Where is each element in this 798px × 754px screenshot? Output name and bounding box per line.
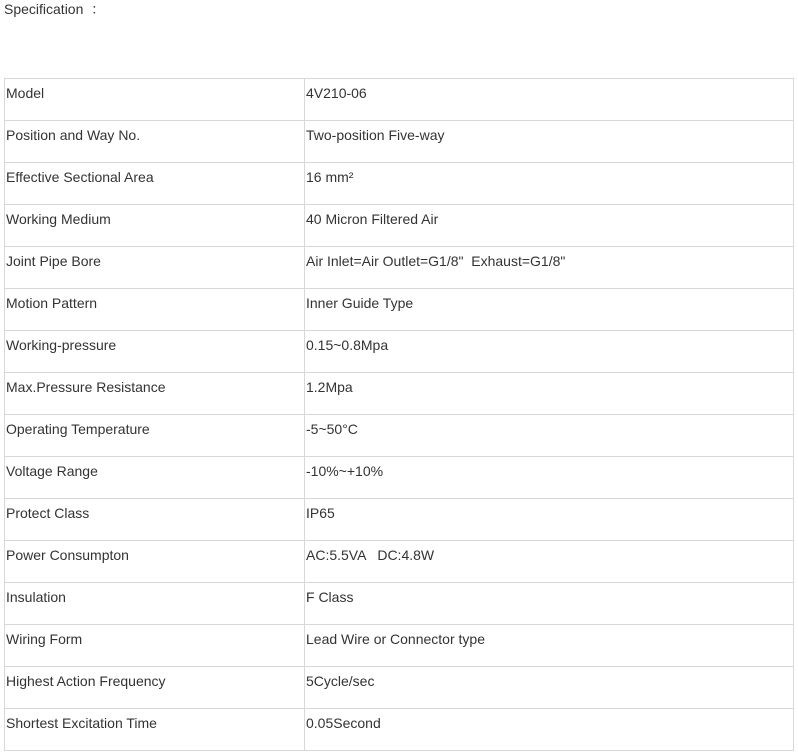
parameter-value: 40 Micron Filtered Air: [306, 211, 439, 227]
table-row: [5, 121, 794, 163]
table-row: [5, 709, 794, 751]
value-cell: [305, 247, 794, 289]
value-cell: [305, 709, 794, 751]
parameter-cell: [5, 289, 305, 331]
parameter-value: 1.2Mpa: [306, 379, 353, 395]
table-row: [5, 667, 794, 709]
parameter-value: Two-position Five-way: [306, 127, 445, 143]
parameter-label: Working Medium: [6, 211, 111, 227]
table-row: [5, 373, 794, 415]
parameter-label: Model: [6, 85, 45, 101]
parameter-cell: [5, 331, 305, 373]
parameter-cell: [5, 709, 305, 751]
parameter-cell: [5, 667, 305, 709]
value-cell: [305, 625, 794, 667]
value-cell: [305, 331, 794, 373]
table-row: [5, 79, 794, 121]
parameter-label: Protect Class: [6, 505, 90, 521]
parameter-cell: [5, 415, 305, 457]
parameter-value: 4V210-06: [306, 85, 367, 101]
value-cell: [305, 205, 794, 247]
value-cell: [305, 583, 794, 625]
parameter-label: Motion Pattern: [6, 295, 98, 311]
value-cell: [305, 289, 794, 331]
parameter-value: 0.15~0.8Mpa: [306, 337, 389, 353]
value-cell: [305, 415, 794, 457]
specification-table-body: [5, 79, 794, 751]
parameter-label: Working-pressure: [6, 337, 117, 353]
table-row: [5, 331, 794, 373]
parameter-label: Max.Pressure Resistance: [6, 379, 166, 395]
parameter-value: Air Inlet=Air Outlet=G1/8" Exhaust=G1/8": [306, 253, 566, 269]
parameter-cell: [5, 625, 305, 667]
parameter-label: Wiring Form: [6, 631, 83, 647]
parameter-cell: [5, 163, 305, 205]
parameter-cell: [5, 121, 305, 163]
parameter-label: Power Consumpton: [6, 547, 129, 563]
parameter-label: Effective Sectional Area: [6, 169, 154, 185]
parameter-value: IP65: [306, 505, 335, 521]
table-row: [5, 457, 794, 499]
parameter-value: Inner Guide Type: [306, 295, 414, 311]
parameter-label: Voltage Range: [6, 463, 98, 479]
value-cell: [305, 541, 794, 583]
parameter-label: Position and Way No.: [6, 127, 141, 143]
value-cell: [305, 499, 794, 541]
parameter-value: 5Cycle/sec: [306, 673, 375, 689]
parameter-cell: [5, 541, 305, 583]
table-row: [5, 499, 794, 541]
parameter-label: Highest Action Frequency: [6, 673, 166, 689]
table-row: [5, 583, 794, 625]
value-cell: [305, 667, 794, 709]
parameter-value: Lead Wire or Connector type: [306, 631, 485, 647]
value-cell: [305, 163, 794, 205]
specification-table: [4, 78, 794, 751]
parameter-label: Operating Temperature: [6, 421, 150, 437]
value-cell: [305, 373, 794, 415]
specification-heading: Specification ：: [4, 1, 106, 17]
table-row: [5, 625, 794, 667]
parameter-cell: [5, 499, 305, 541]
table-row: [5, 541, 794, 583]
table-row: [5, 163, 794, 205]
table-row: [5, 289, 794, 331]
table-row: [5, 205, 794, 247]
parameter-value: 0.05Second: [306, 715, 381, 731]
parameter-cell: [5, 457, 305, 499]
parameter-cell: [5, 79, 305, 121]
parameter-cell: [5, 247, 305, 289]
table-row: [5, 415, 794, 457]
value-cell: [305, 457, 794, 499]
parameter-value: F Class: [306, 589, 354, 605]
parameter-label: Shortest Excitation Time: [6, 715, 157, 731]
parameter-cell: [5, 373, 305, 415]
parameter-value: 16 mm²: [306, 169, 354, 185]
table-row: [5, 247, 794, 289]
value-cell: [305, 121, 794, 163]
parameter-cell: [5, 583, 305, 625]
value-cell: [305, 79, 794, 121]
parameter-label: Joint Pipe Bore: [6, 253, 101, 269]
parameter-cell: [5, 205, 305, 247]
parameter-value: AC:5.5VA DC:4.8W: [306, 547, 435, 563]
parameter-value: -10%~+10%: [306, 463, 384, 479]
parameter-value: -5~50°C: [306, 421, 358, 437]
parameter-label: Insulation: [6, 589, 66, 605]
